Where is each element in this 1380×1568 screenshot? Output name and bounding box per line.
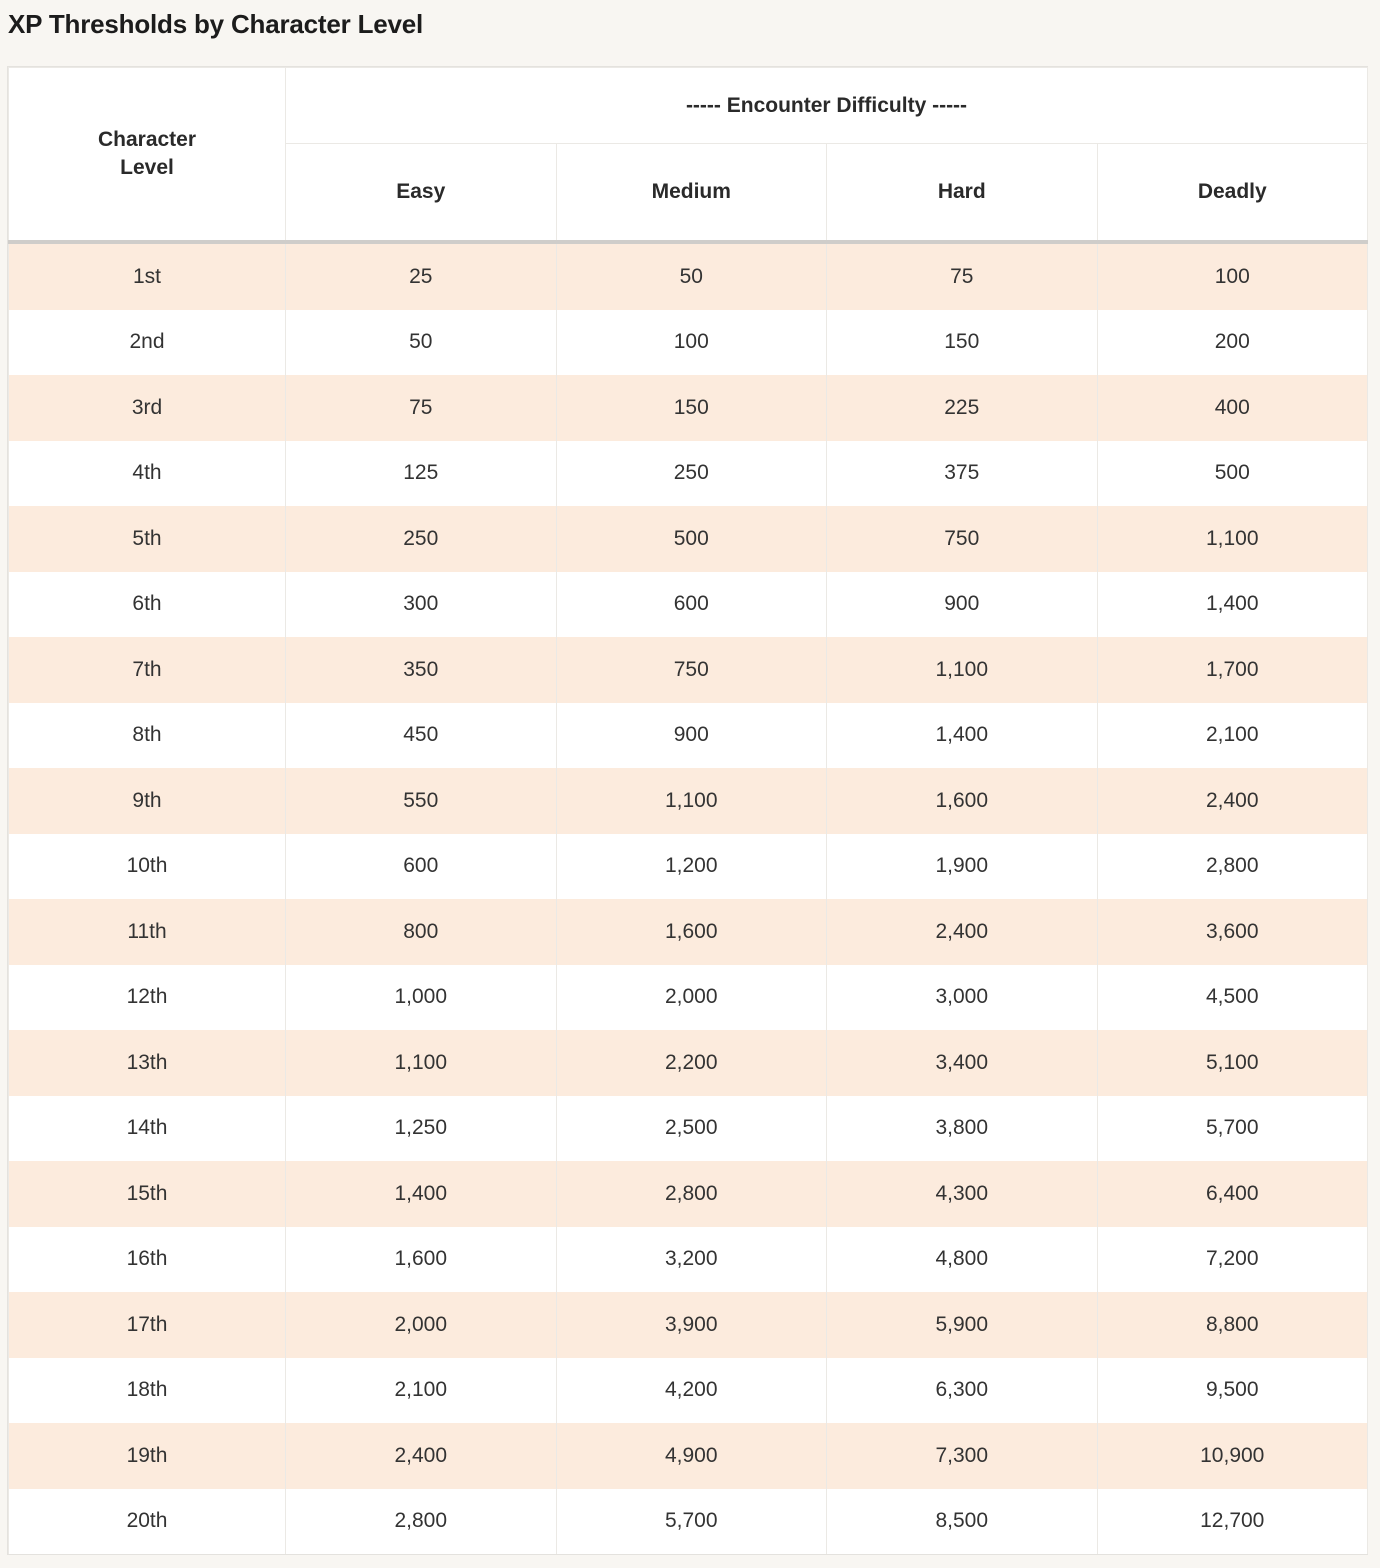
cell-medium: 50 <box>556 242 827 310</box>
cell-level: 4th <box>9 441 286 507</box>
cell-easy: 1,000 <box>286 965 557 1031</box>
cell-medium: 1,200 <box>556 834 827 900</box>
table-row <box>9 1096 1368 1162</box>
cell-hard: 1,600 <box>827 768 1098 834</box>
cell-deadly: 9,500 <box>1097 1358 1368 1424</box>
cell-easy: 350 <box>286 637 557 703</box>
cell-deadly: 4,500 <box>1097 965 1368 1031</box>
cell-medium: 250 <box>556 441 827 507</box>
cell-deadly: 7,200 <box>1097 1227 1368 1293</box>
cell-medium: 150 <box>556 375 827 441</box>
cell-easy: 300 <box>286 572 557 638</box>
cell-level: 20th <box>9 1489 286 1555</box>
table-row <box>9 572 1368 638</box>
cell-level: 6th <box>9 572 286 638</box>
cell-medium: 750 <box>556 637 827 703</box>
cell-deadly: 10,900 <box>1097 1423 1368 1489</box>
cell-deadly: 5,100 <box>1097 1030 1368 1096</box>
cell-easy: 2,000 <box>286 1292 557 1358</box>
table-header <box>9 68 1368 243</box>
cell-hard: 3,800 <box>827 1096 1098 1162</box>
cell-easy: 1,100 <box>286 1030 557 1096</box>
table-body <box>9 242 1368 1554</box>
cell-easy: 2,800 <box>286 1489 557 1555</box>
table-row <box>9 242 1368 310</box>
cell-easy: 25 <box>286 242 557 310</box>
cell-level: 11th <box>9 899 286 965</box>
cell-level: 1st <box>9 242 286 310</box>
cell-easy: 450 <box>286 703 557 769</box>
cell-level: 12th <box>9 965 286 1031</box>
cell-hard: 2,400 <box>827 899 1098 965</box>
table-row <box>9 1292 1368 1358</box>
table-row <box>9 965 1368 1031</box>
cell-medium: 1,600 <box>556 899 827 965</box>
cell-deadly: 500 <box>1097 441 1368 507</box>
table-row <box>9 310 1368 376</box>
cell-deadly: 1,400 <box>1097 572 1368 638</box>
encounter-difficulty-header: ----- Encounter Difficulty ----- <box>286 68 1368 144</box>
cell-deadly: 6,400 <box>1097 1161 1368 1227</box>
cell-medium: 600 <box>556 572 827 638</box>
cell-level: 9th <box>9 768 286 834</box>
cell-deadly: 2,800 <box>1097 834 1368 900</box>
cell-medium: 4,900 <box>556 1423 827 1489</box>
table-row <box>9 375 1368 441</box>
cell-medium: 1,100 <box>556 768 827 834</box>
table-row <box>9 637 1368 703</box>
cell-level: 18th <box>9 1358 286 1424</box>
table-row <box>9 1358 1368 1424</box>
table-row <box>9 703 1368 769</box>
cell-level: 7th <box>9 637 286 703</box>
cell-medium: 500 <box>556 506 827 572</box>
cell-easy: 2,400 <box>286 1423 557 1489</box>
cell-hard: 3,000 <box>827 965 1098 1031</box>
cell-easy: 250 <box>286 506 557 572</box>
cell-deadly: 8,800 <box>1097 1292 1368 1358</box>
cell-hard: 5,900 <box>827 1292 1098 1358</box>
cell-hard: 4,800 <box>827 1227 1098 1293</box>
column-header-hard: Hard <box>827 144 1098 243</box>
cell-hard: 1,400 <box>827 703 1098 769</box>
cell-level: 13th <box>9 1030 286 1096</box>
cell-easy: 2,100 <box>286 1358 557 1424</box>
cell-level: 15th <box>9 1161 286 1227</box>
cell-easy: 1,600 <box>286 1227 557 1293</box>
cell-deadly: 200 <box>1097 310 1368 376</box>
cell-hard: 225 <box>827 375 1098 441</box>
cell-deadly: 1,100 <box>1097 506 1368 572</box>
cell-deadly: 12,700 <box>1097 1489 1368 1555</box>
cell-level: 17th <box>9 1292 286 1358</box>
cell-hard: 150 <box>827 310 1098 376</box>
cell-level: 5th <box>9 506 286 572</box>
table-row <box>9 834 1368 900</box>
cell-level: 16th <box>9 1227 286 1293</box>
cell-medium: 900 <box>556 703 827 769</box>
cell-deadly: 100 <box>1097 242 1368 310</box>
cell-level: 3rd <box>9 375 286 441</box>
cell-medium: 100 <box>556 310 827 376</box>
cell-medium: 5,700 <box>556 1489 827 1555</box>
xp-thresholds-table-container <box>7 66 1368 1555</box>
table-row <box>9 1489 1368 1555</box>
cell-hard: 4,300 <box>827 1161 1098 1227</box>
cell-medium: 4,200 <box>556 1358 827 1424</box>
cell-hard: 375 <box>827 441 1098 507</box>
cell-level: 19th <box>9 1423 286 1489</box>
table-row <box>9 506 1368 572</box>
character-level-header <box>9 68 286 243</box>
column-header-deadly: Deadly <box>1097 144 1368 243</box>
cell-easy: 1,250 <box>286 1096 557 1162</box>
cell-hard: 3,400 <box>827 1030 1098 1096</box>
cell-medium: 3,900 <box>556 1292 827 1358</box>
table-row <box>9 1227 1368 1293</box>
cell-medium: 2,000 <box>556 965 827 1031</box>
table-row <box>9 1161 1368 1227</box>
cell-medium: 2,800 <box>556 1161 827 1227</box>
cell-deadly: 3,600 <box>1097 899 1368 965</box>
cell-hard: 900 <box>827 572 1098 638</box>
cell-easy: 550 <box>286 768 557 834</box>
cell-hard: 1,900 <box>827 834 1098 900</box>
cell-easy: 125 <box>286 441 557 507</box>
cell-level: 14th <box>9 1096 286 1162</box>
cell-easy: 50 <box>286 310 557 376</box>
cell-hard: 75 <box>827 242 1098 310</box>
column-header-medium: Medium <box>556 144 827 243</box>
cell-medium: 3,200 <box>556 1227 827 1293</box>
xp-thresholds-table <box>8 67 1368 1554</box>
cell-easy: 1,400 <box>286 1161 557 1227</box>
character-level-header-label: Character Level <box>97 128 197 179</box>
table-row <box>9 1030 1368 1096</box>
table-row <box>9 1423 1368 1489</box>
cell-deadly: 2,400 <box>1097 768 1368 834</box>
header-row-group <box>9 68 1368 144</box>
cell-deadly: 2,100 <box>1097 703 1368 769</box>
cell-deadly: 400 <box>1097 375 1368 441</box>
cell-hard: 1,100 <box>827 637 1098 703</box>
cell-hard: 7,300 <box>827 1423 1098 1489</box>
cell-easy: 800 <box>286 899 557 965</box>
cell-hard: 750 <box>827 506 1098 572</box>
page-title: XP Thresholds by Character Level <box>8 9 424 39</box>
cell-level: 2nd <box>9 310 286 376</box>
cell-level: 10th <box>9 834 286 900</box>
cell-hard: 6,300 <box>827 1358 1098 1424</box>
cell-easy: 75 <box>286 375 557 441</box>
cell-easy: 600 <box>286 834 557 900</box>
cell-hard: 8,500 <box>827 1489 1098 1555</box>
cell-deadly: 1,700 <box>1097 637 1368 703</box>
cell-medium: 2,200 <box>556 1030 827 1096</box>
table-row <box>9 768 1368 834</box>
cell-medium: 2,500 <box>556 1096 827 1162</box>
cell-deadly: 5,700 <box>1097 1096 1368 1162</box>
table-row <box>9 441 1368 507</box>
column-header-easy: Easy <box>286 144 557 243</box>
cell-level: 8th <box>9 703 286 769</box>
table-row <box>9 899 1368 965</box>
